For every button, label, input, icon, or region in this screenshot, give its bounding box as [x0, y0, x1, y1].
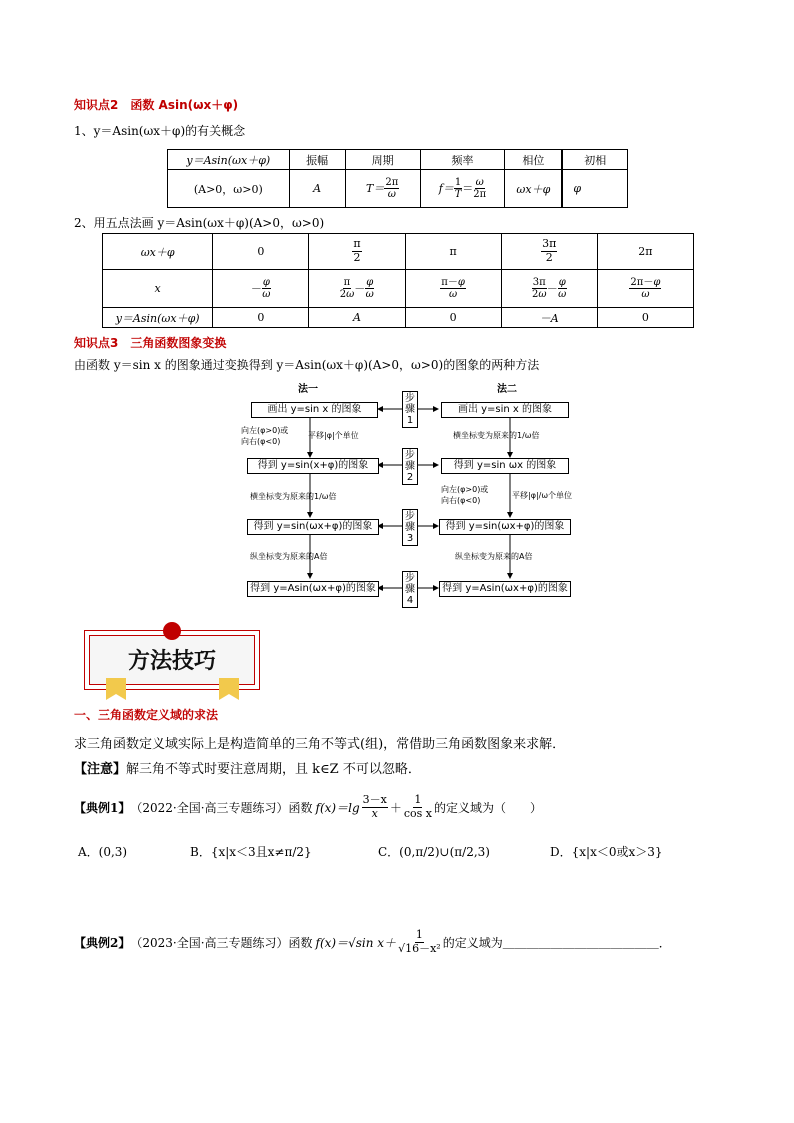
t1-period-prefix: T＝ [366, 181, 385, 195]
m1-scale-x: 横坐标变为原来的1/ω倍 [250, 492, 337, 501]
m2-box-4: 得到 y=Asin(ωx+φ)的图象 [439, 581, 571, 597]
t1-freq [420, 170, 505, 208]
t1-phase: ωx＋φ [505, 170, 563, 208]
ex1-source: （2022·全国·高三专题练习）函数 [130, 800, 313, 815]
t2-r3-c2: 0 [405, 308, 501, 328]
t2-r1-c2: π [405, 234, 501, 270]
ex1-frac2-num: 1 [414, 793, 422, 806]
kp3-desc: 由函数 y＝sin x 的图象通过变换得到 y＝Asin(ωx＋φ)(A>0，ω>0)的图象的两种方法 [74, 358, 540, 372]
method1-header: 法一 [298, 384, 318, 395]
kp2-title: 知识点2 函数 Asin(ωx＋φ) [74, 98, 239, 112]
kp3-title: 知识点3 三角函数图象变换 [74, 336, 227, 350]
t1-init-phase: φ [562, 170, 627, 208]
t1-freq-num2: ω [475, 176, 484, 188]
ex2-tail: 的定义域为 [442, 935, 503, 950]
t2-r2-c2: $\frac{\pi-\varphi}{\omega}$ [405, 270, 501, 308]
t1-h3: 频率 [420, 150, 505, 170]
m1-shift-left: 向左(φ>0)或 [241, 426, 289, 435]
m2-shift-right: 向右(φ<0) [441, 496, 481, 505]
step-box-2: 步骤 2 [402, 448, 418, 485]
t1-period-num: 2π [385, 176, 399, 188]
m1-box-3: 得到 y=sin(ωx+φ)的图象 [247, 519, 379, 535]
step-box-4: 步骤 4 [402, 571, 418, 608]
ex1-frac2-den: cos x [403, 806, 432, 820]
ex1-frac-den: x [371, 806, 378, 820]
t1-period-den: ω [387, 189, 396, 200]
m1-scale-y: 纵坐标变为原来的A倍 [250, 552, 328, 561]
t2-r1-label: ωx＋φ [103, 234, 213, 270]
ex2-frac-num: 1 [415, 928, 423, 941]
t1-h2: 周期 [345, 150, 420, 170]
t2-r2-c0: － $\frac{\varphi}{\omega}$ [213, 270, 309, 308]
t1-freq-den2: 2π [473, 189, 487, 200]
t2-r2-c1: $\frac{\pi}{2\omega}$ － $\frac{\varphi}{\omega}$ [309, 270, 405, 308]
m1-shift-right: 向右(φ<0) [241, 437, 281, 446]
ex1-frac-num: 3－x [362, 793, 387, 806]
m2-box-1: 画出 y=sin x 的图象 [441, 402, 569, 418]
note-text: 解三角不等式时要注意周期，且 k∈Z 不可以忽略． [126, 762, 421, 777]
ex1-stem [74, 794, 542, 820]
ex2-frac-den: √16－x² [398, 941, 441, 955]
ex2-func: f(x)＝√sin x＋ [315, 935, 397, 950]
t1-h5: 初相 [562, 150, 627, 170]
t2-r3-c1: A [309, 308, 405, 328]
m2-box-2: 得到 y=sin ωx 的图象 [441, 458, 569, 474]
t2-r2-c4: $\frac{2\pi-\varphi}{\omega}$ [597, 270, 693, 308]
banner-pin-icon [163, 622, 181, 640]
m2-box-3: 得到 y=sin(ωx+φ)的图象 [439, 519, 571, 535]
t2-r1-c0: 0 [213, 234, 309, 270]
step-box-1: 步骤 1 [402, 391, 418, 428]
method2-header: 法二 [497, 384, 517, 395]
m2-scale-y: 纵坐标变为原来的A倍 [455, 552, 533, 561]
t2-r1-c3: $\frac{3\pi}{2}$ [501, 234, 597, 270]
t2-r3-c0: 0 [213, 308, 309, 328]
t2-r3-label: y＝Asin(ωx＋φ) [103, 308, 213, 328]
ex2-answer-blank[interactable]: ＿＿＿＿＿＿＿＿＿＿＿＿＿． [502, 935, 671, 950]
t2-r1-c1: $\frac{\pi}{2}$ [309, 234, 405, 270]
ex1-plus: ＋ [389, 800, 402, 815]
ex1-choice-b[interactable]: B．{x|x＜3且x≠π/2} [190, 845, 312, 859]
m1-box-4: 得到 y=Asin(ωx+φ)的图象 [247, 581, 379, 597]
t2-r3-c3: －A [501, 308, 597, 328]
kp2-item1: 1、y＝Asin(ωx＋φ)的有关概念 [74, 124, 246, 138]
ex1-choice-d[interactable]: D．{x|x＜0或x＞3} [550, 845, 663, 859]
t2-r2-c3: $\frac{3\pi}{2\omega}$ － $\frac{\varphi}{\omega}$ [501, 270, 597, 308]
t1-freq-eq: ＝ [462, 181, 474, 195]
m2-scale-x: 横坐标变为原来的1/ω倍 [453, 431, 540, 440]
m2-shift-left: 向左(φ>0)或 [441, 485, 489, 494]
t2-r1-c4: 2π [597, 234, 693, 270]
item2: 2、用五点法画 y＝Asin(ωx＋φ)(A>0，ω>0) [74, 216, 325, 230]
banner-title: 方法技巧 [127, 649, 216, 674]
five-point-table [102, 233, 694, 328]
t2-r3-c4: 0 [597, 308, 693, 328]
concept-table [167, 149, 628, 208]
t1-freq-num1: 1 [454, 176, 462, 188]
ex2-source: （2023·全国·高三专题练习）函数 [130, 935, 313, 950]
step-box-3: 步骤 3 [402, 509, 418, 546]
ribbon-right-icon [219, 678, 239, 700]
t1-period [345, 170, 420, 208]
t1-freq-den1: T [454, 189, 462, 200]
ex1-func: f(x)＝lg [315, 800, 360, 815]
t2-r2-label: x [103, 270, 213, 308]
t1-h0: y＝Asin(ωx＋φ) [168, 150, 290, 170]
ex2-stem [74, 929, 671, 955]
sec1-p1: 求三角函数定义域实际上是构造简单的三角不等式(组)，常借助三角函数图象来求解． [74, 737, 566, 752]
m1-box-2: 得到 y=sin(x+φ)的图象 [247, 458, 379, 474]
t1-h4: 相位 [505, 150, 563, 170]
t1-freq-prefix: f＝ [438, 181, 454, 195]
m2-shift-amount: 平移|φ|/ω个单位 [512, 491, 573, 500]
t1-h1: 振幅 [289, 150, 345, 170]
ex1-tail: 的定义域为（ ） [433, 800, 542, 815]
ex1-choice-a[interactable]: A．(0,3) [78, 845, 128, 859]
t1-cond: (A>0，ω>0) [168, 170, 290, 208]
sec1-note [74, 758, 421, 777]
ex1-choice-c[interactable]: C．(0,π/2)∪(π/2,3) [378, 845, 490, 859]
note-label: 【注意】 [74, 762, 127, 777]
ribbon-left-icon [106, 678, 126, 700]
ex1-label: 【典例1】 [74, 800, 131, 815]
m1-shift-amount: 平移|φ|个单位 [308, 431, 359, 440]
m1-box-1: 画出 y=sin x 的图象 [251, 402, 378, 418]
t1-amp: A [289, 170, 345, 208]
sec1-title: 一、三角函数定义域的求法 [74, 708, 219, 722]
ex2-label: 【典例2】 [74, 935, 131, 950]
